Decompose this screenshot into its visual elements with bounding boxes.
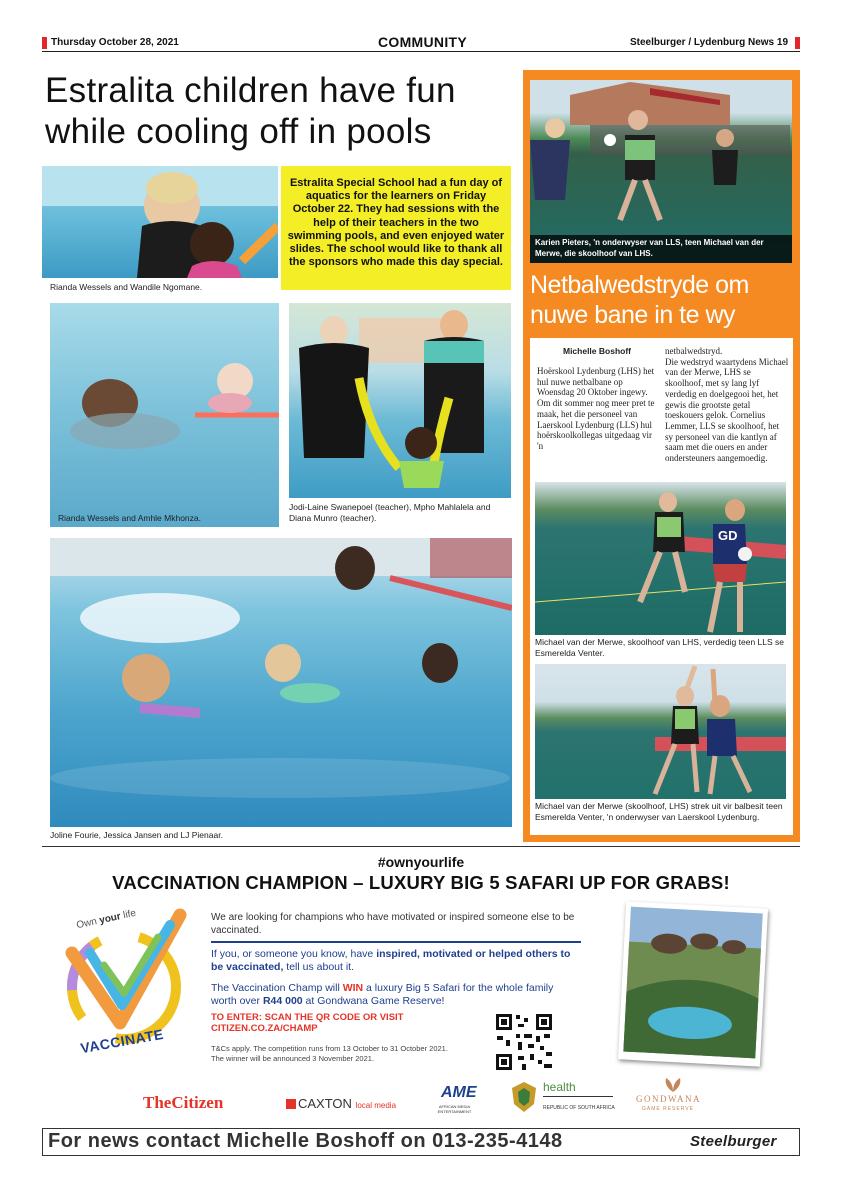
gondwana-photo xyxy=(618,901,768,1066)
ad-divider xyxy=(211,941,581,943)
photo-netball-3-art xyxy=(535,664,786,799)
article-headline: Estralita children have fun while cooling off in pools xyxy=(45,71,456,151)
photo-pool-4 xyxy=(50,538,512,827)
caption-photo-2: Rianda Wessels and Amhle Mkhonza. xyxy=(58,513,202,523)
coat-of-arms-icon xyxy=(510,1080,538,1114)
photo-pool-4-art xyxy=(50,538,512,827)
photo-netball-2-art xyxy=(535,482,786,635)
caption-netball-2: Michael van der Merwe, skoolhoof van LHS, verdedig teen LLS se Esmerelda Venter. xyxy=(535,637,784,658)
sponsor-gondwana-sub: GAME RESERVE xyxy=(642,1106,694,1112)
section-title: COMMUNITY xyxy=(378,34,468,50)
photo-pool-1 xyxy=(42,166,278,278)
logo-your-text: your xyxy=(98,911,122,927)
gondwana-leaf-icon xyxy=(662,1076,684,1094)
qr-code[interactable] xyxy=(494,1012,554,1072)
header-date: Thursday October 28, 2021 xyxy=(51,37,179,48)
netball-author: Michelle Boshoff xyxy=(562,346,631,356)
ad-rule xyxy=(42,846,800,847)
netball-column-1: Hoërskool Lydenburg (LHS) het hul nuwe netbalbane op Woensdag 20 Oktober ingewy. Om dit sommer nog meer pret te maak, het die personeel van Laerskool Lydenburg (LLS) hul hoërskoolkollegas uitgedaag vir 'n xyxy=(537,366,655,451)
gondwana-photo-art xyxy=(618,901,768,1066)
logo-life-text: life xyxy=(122,907,138,922)
sponsor-gondwana: GONDWANA xyxy=(636,1094,701,1104)
logo-own-text: Own xyxy=(75,916,98,932)
photo-netball-3 xyxy=(535,664,786,799)
ad-hashtag: #ownyourlife xyxy=(377,854,465,870)
photo-pool-3-art xyxy=(289,303,511,498)
ad-paragraph-2: If you, or someone you know, have inspired, motivated or helped others to be vaccinated, tell us about it. xyxy=(211,948,571,973)
caption-netball-1: Karien Pieters, 'n onderwyser van LLS, teen Michael van der Merwe, die skoolhoof van LHS. xyxy=(530,235,792,263)
ad-title: VACCINATION CHAMPION – LUXURY BIG 5 SAFARI UP FOR GRABS! xyxy=(112,872,730,893)
vaccinate-logo xyxy=(62,905,192,1065)
header-accent-right xyxy=(795,37,800,49)
jersey-gd-label: GD xyxy=(718,528,738,543)
sponsor-health: health xyxy=(543,1080,576,1094)
qr-code-icon xyxy=(494,1012,554,1072)
sponsor-ame-sub: AFRICAN MEDIA ENTERTAINMENT xyxy=(437,1104,472,1114)
ad-paragraph-3: The Vaccination Champ will WIN a luxury Big 5 Safari for the whole family worth over R44 000 at Gondwana Game Reserve! xyxy=(211,982,554,1007)
ad-terms: T&Cs apply. The competition runs from 13 October to 31 October 2021. The winner will be announced 3 November 2021. xyxy=(211,1044,448,1063)
logo-vaccinate-text: VACCINATE xyxy=(79,1025,165,1057)
photo-pool-3 xyxy=(289,303,511,498)
caxton-icon xyxy=(286,1099,296,1109)
photo-netball-2 xyxy=(535,482,786,635)
ad-paragraph-1: We are looking for champions who have motivated or inspired someone else to be vaccinated. xyxy=(211,912,575,936)
header-rule xyxy=(42,51,800,52)
footer-brand-logo xyxy=(690,1133,790,1153)
intro-box: Estralita Special School had a fun day of aquatics for the learners on Friday October 22. They had sessions with the help of their teachers in the two swimming pools, and even enjoyed water slides. The school would like to thank all the sponsors who made this day special. xyxy=(281,166,511,290)
header-publication: Steelburger / Lydenburg News 19 xyxy=(630,37,789,48)
netball-headline: Netbalwedstryde om nuwe bane in te wy xyxy=(530,271,749,329)
ad-enter-instructions: TO ENTER: SCAN THE QR CODE OR VISIT CITIZEN.CO.ZA/CHAMP xyxy=(211,1012,404,1034)
caption-photo-1: Rianda Wessels and Wandile Ngomane. xyxy=(50,282,203,292)
footer-brand: Steelburger xyxy=(690,1133,777,1150)
caption-photo-3: Jodi-Laine Swanepoel (teacher), Mpho Mahlalela and Diana Munro (teacher). xyxy=(289,502,491,523)
netball-column-2: netbalwedstryd. Die wedstryd waartydens Michael van der Merwe, LHS se skoolhoof, met sy lang lyf verdedig en doelgegooi het, het gewis die grootste getal toeskouers gelok. Cornelius Lemmer, LLS se skoolhoof, het sy personeel van die kantlyn af saam met die ouers en ander ondersteuners aangemoedig. xyxy=(665,346,789,464)
photo-pool-2-art xyxy=(50,303,279,527)
header-accent-left xyxy=(42,37,47,49)
photo-pool-2 xyxy=(50,303,279,527)
sponsor-caxton: CAXTON local media xyxy=(298,1096,397,1111)
sponsor-ame: AME xyxy=(441,1084,477,1101)
sponsor-health-sub: REPUBLIC OF SOUTH AFRICA xyxy=(543,1105,615,1111)
photo-pool-1-art xyxy=(42,166,278,278)
sponsor-the-citizen: TheCitizen xyxy=(143,1093,224,1112)
caption-photo-4: Joline Fourie, Jessica Jansen and LJ Pienaar. xyxy=(50,830,223,840)
footer-contact: For news contact Michelle Boshoff on 013-235-4148 xyxy=(48,1130,563,1152)
caption-netball-3: Michael van der Merwe (skoolhoof, LHS) strek uit vir balbesit teen Esmerelda Venter, 'n onderwyser van Laerskool Lydenburg. xyxy=(535,801,783,822)
